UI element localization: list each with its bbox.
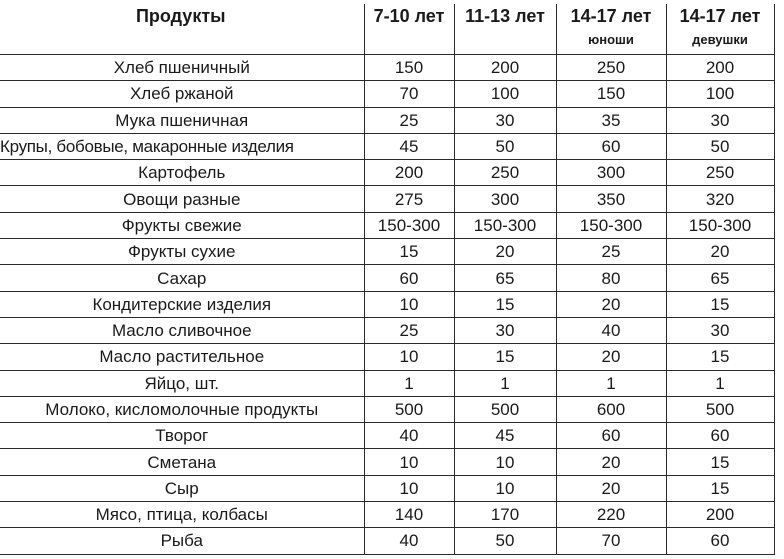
product-name: Сахар	[0, 265, 364, 291]
value-age-14-17-boys: 25	[556, 239, 666, 265]
table-row	[0, 423, 774, 449]
product-name: Картофель	[0, 160, 364, 186]
value-age-11-13: 500	[454, 396, 556, 422]
value-age-14-17-boys: 150	[556, 81, 666, 107]
value-age-14-17-boys: 60	[556, 133, 666, 159]
product-name: Фрукты свежие	[0, 212, 364, 238]
value-age-7-10: 10	[364, 475, 454, 501]
value-age-14-17-girls: 65	[666, 265, 774, 291]
value-age-11-13: 300	[454, 186, 556, 212]
value-age-14-17-girls: 200	[666, 55, 774, 81]
value-age-11-13: 1	[454, 370, 556, 396]
value-age-14-17-boys: 40	[556, 317, 666, 343]
product-name: Крупы, бобовые, макаронные изделия	[0, 133, 364, 159]
product-name: Фрукты сухие	[0, 239, 364, 265]
value-age-11-13: 10	[454, 449, 556, 475]
food-norms-table	[0, 4, 775, 555]
product-name: Сметана	[0, 449, 364, 475]
value-age-14-17-boys: 300	[556, 160, 666, 186]
value-age-11-13: 15	[454, 344, 556, 370]
product-name: Яйцо, шт.	[0, 370, 364, 396]
value-age-14-17-girls: 200	[666, 502, 774, 528]
value-age-7-10: 275	[364, 186, 454, 212]
header-age-14-17-boys	[556, 4, 666, 55]
product-name: Хлеб пшеничный	[0, 55, 364, 81]
value-age-11-13: 250	[454, 160, 556, 186]
table-header	[0, 4, 774, 55]
value-age-7-10: 10	[364, 291, 454, 317]
table-row	[0, 502, 774, 528]
product-name: Сыр	[0, 475, 364, 501]
table-row	[0, 186, 774, 212]
value-age-11-13: 50	[454, 133, 556, 159]
header-row	[0, 4, 774, 55]
value-age-11-13: 50	[454, 528, 556, 554]
value-age-7-10: 40	[364, 423, 454, 449]
value-age-11-13: 15	[454, 291, 556, 317]
value-age-14-17-girls: 15	[666, 344, 774, 370]
product-name: Мука пшеничная	[0, 107, 364, 133]
table-row	[0, 212, 774, 238]
table-row	[0, 160, 774, 186]
value-age-7-10: 10	[364, 344, 454, 370]
value-age-14-17-boys: 20	[556, 344, 666, 370]
product-name: Хлеб ржаной	[0, 81, 364, 107]
value-age-11-13: 30	[454, 107, 556, 133]
value-age-14-17-boys: 350	[556, 186, 666, 212]
value-age-7-10: 200	[364, 160, 454, 186]
value-age-7-10: 15	[364, 239, 454, 265]
value-age-7-10: 25	[364, 107, 454, 133]
value-age-7-10: 140	[364, 502, 454, 528]
value-age-14-17-boys: 1	[556, 370, 666, 396]
table-row	[0, 528, 774, 554]
header-age-14-17-girls	[666, 4, 774, 55]
value-age-11-13: 170	[454, 502, 556, 528]
table-row	[0, 396, 774, 422]
value-age-11-13: 200	[454, 55, 556, 81]
table-row	[0, 133, 774, 159]
value-age-14-17-boys: 20	[556, 449, 666, 475]
product-name: Творог	[0, 423, 364, 449]
value-age-7-10: 500	[364, 396, 454, 422]
value-age-14-17-boys: 600	[556, 396, 666, 422]
product-name: Рыба	[0, 528, 364, 554]
value-age-14-17-girls: 1	[666, 370, 774, 396]
value-age-14-17-girls: 100	[666, 81, 774, 107]
value-age-7-10: 60	[364, 265, 454, 291]
table-row	[0, 449, 774, 475]
value-age-7-10: 70	[364, 81, 454, 107]
value-age-14-17-girls: 250	[666, 160, 774, 186]
value-age-14-17-girls: 60	[666, 423, 774, 449]
value-age-14-17-girls: 500	[666, 396, 774, 422]
header-age-11-13: 11-13 лет	[454, 4, 556, 55]
value-age-14-17-boys: 35	[556, 107, 666, 133]
value-age-7-10: 10	[364, 449, 454, 475]
value-age-14-17-boys: 150-300	[556, 212, 666, 238]
product-name: Овощи разные	[0, 186, 364, 212]
value-age-14-17-boys: 60	[556, 423, 666, 449]
product-name: Мясо, птица, колбасы	[0, 502, 364, 528]
table-body	[0, 55, 774, 555]
value-age-11-13: 10	[454, 475, 556, 501]
value-age-14-17-girls: 30	[666, 107, 774, 133]
table-row	[0, 239, 774, 265]
value-age-11-13: 20	[454, 239, 556, 265]
table-row	[0, 344, 774, 370]
value-age-14-17-girls: 20	[666, 239, 774, 265]
table-row	[0, 370, 774, 396]
value-age-11-13: 65	[454, 265, 556, 291]
header-age-14-17-girls-label: 14-17 лет	[679, 6, 761, 26]
value-age-11-13: 30	[454, 317, 556, 343]
value-age-14-17-girls: 15	[666, 475, 774, 501]
product-name: Масло растительное	[0, 344, 364, 370]
header-age-7-10: 7-10 лет	[364, 4, 454, 55]
header-products: Продукты	[0, 4, 364, 55]
table-row	[0, 317, 774, 343]
table-row	[0, 55, 774, 81]
header-age-14-17-boys-label: 14-17 лет	[570, 6, 652, 26]
value-age-14-17-girls: 15	[666, 449, 774, 475]
product-name: Масло сливочное	[0, 317, 364, 343]
value-age-7-10: 150-300	[364, 212, 454, 238]
header-girls-sub: девушки	[692, 32, 748, 47]
value-age-7-10: 1	[364, 370, 454, 396]
product-name: Молоко, кисломолочные продукты	[0, 396, 364, 422]
value-age-7-10: 150	[364, 55, 454, 81]
value-age-14-17-girls: 50	[666, 133, 774, 159]
value-age-14-17-boys: 20	[556, 291, 666, 317]
value-age-14-17-boys: 80	[556, 265, 666, 291]
value-age-14-17-girls: 320	[666, 186, 774, 212]
value-age-7-10: 45	[364, 133, 454, 159]
table-row	[0, 81, 774, 107]
table-row	[0, 265, 774, 291]
value-age-11-13: 45	[454, 423, 556, 449]
value-age-14-17-girls: 60	[666, 528, 774, 554]
value-age-14-17-girls: 150-300	[666, 212, 774, 238]
value-age-14-17-boys: 220	[556, 502, 666, 528]
table-row	[0, 475, 774, 501]
value-age-11-13: 100	[454, 81, 556, 107]
value-age-7-10: 40	[364, 528, 454, 554]
value-age-14-17-boys: 20	[556, 475, 666, 501]
table-row	[0, 107, 774, 133]
value-age-11-13: 150-300	[454, 212, 556, 238]
product-name: Кондитерские изделия	[0, 291, 364, 317]
value-age-14-17-boys: 250	[556, 55, 666, 81]
value-age-7-10: 25	[364, 317, 454, 343]
value-age-14-17-girls: 30	[666, 317, 774, 343]
table-row	[0, 291, 774, 317]
header-boys-sub: юноши	[588, 32, 634, 47]
value-age-14-17-boys: 70	[556, 528, 666, 554]
value-age-14-17-girls: 15	[666, 291, 774, 317]
